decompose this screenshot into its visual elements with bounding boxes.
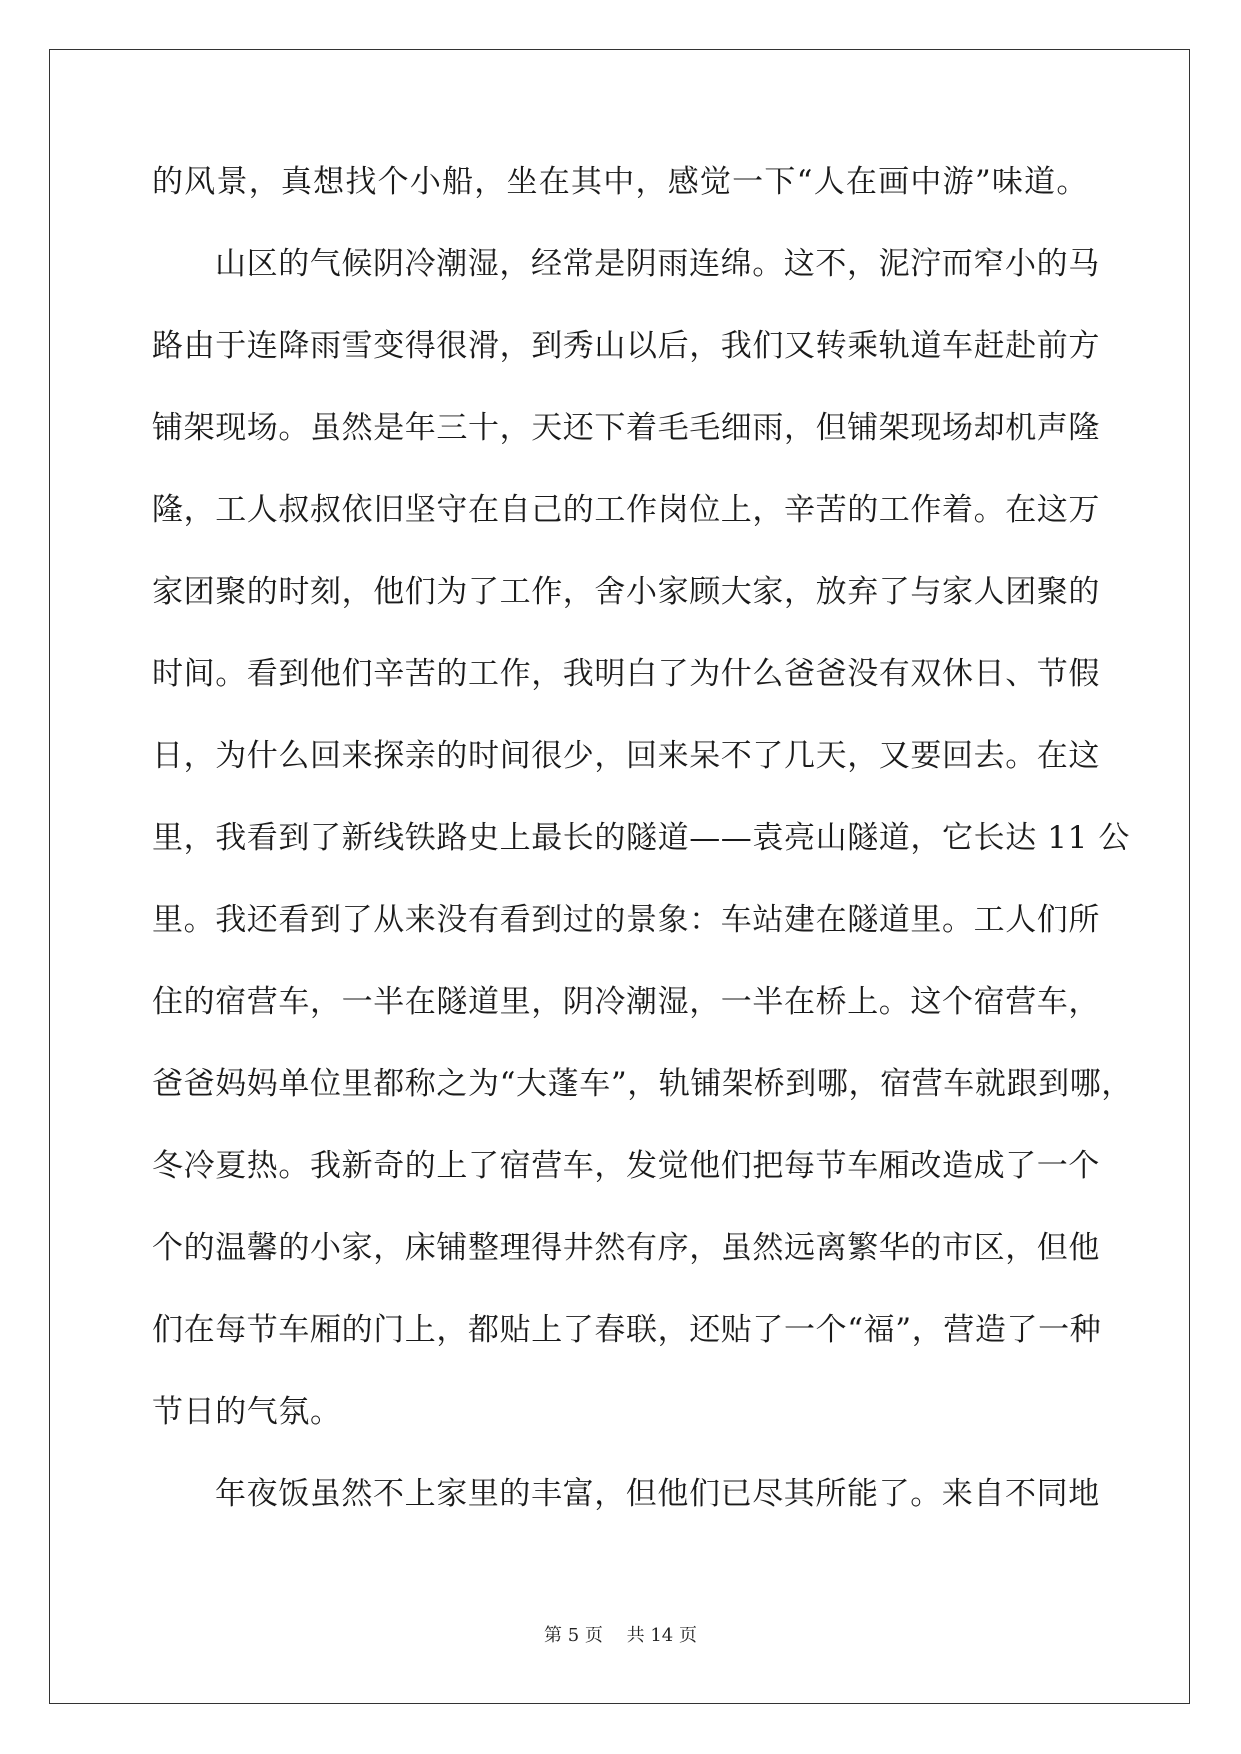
paragraph-end-line: 节日的气氛。 xyxy=(152,1394,342,1430)
text-line: 住的宿营车，一半在隧道里，阴冷潮湿，一半在桥上。这个宿营车， xyxy=(152,984,1100,1020)
text-line: 的风景，真想找个小船，坐在其中，感觉一下“人在画中游”味道。 xyxy=(152,164,1088,200)
text-line: 路由于连降雨雪变得很滑，到秀山以后，我们又转乘轨道车赶赴前方 xyxy=(152,328,1100,364)
text-line: 里。我还看到了从来没有看到过的景象：车站建在隧道里。工人们所 xyxy=(152,902,1100,938)
text-line: 冬冷夏热。我新奇的上了宿营车，发觉他们把每节车厢改造成了一个 xyxy=(152,1148,1100,1184)
text-line: 爸爸妈妈单位里都称之为“大蓬车”，轨铺架桥到哪，宿营车就跟到哪， xyxy=(152,1066,1133,1102)
text-line: 铺架现场。虽然是年三十，天还下着毛毛细雨，但铺架现场却机声隆 xyxy=(152,410,1100,446)
paragraph-start-line: 年夜饭虽然不上家里的丰富，但他们已尽其所能了。来自不同地 xyxy=(215,1476,1100,1512)
page-number-footer: 第 5 页 共 14 页 xyxy=(544,1625,697,1646)
text-line: 日，为什么回来探亲的时间很少，回来呆不了几天，又要回去。在这 xyxy=(152,738,1100,774)
paragraph-start-line: 山区的气候阴冷潮湿，经常是阴雨连绵。这不，泥泞而窄小的马 xyxy=(215,246,1100,282)
text-line: 隆，工人叔叔依旧坚守在自己的工作岗位上，辛苦的工作着。在这万 xyxy=(152,492,1100,528)
text-line: 们在每节车厢的门上，都贴上了春联，还贴了一个“福”，营造了一种 xyxy=(152,1312,1102,1348)
text-line: 时间。看到他们辛苦的工作，我明白了为什么爸爸没有双休日、节假 xyxy=(152,656,1100,692)
text-line: 个的温馨的小家，床铺整理得井然有序，虽然远离繁华的市区，但他 xyxy=(152,1230,1100,1266)
text-line: 里，我看到了新线铁路史上最长的隧道——袁亮山隧道，它长达 11 公 xyxy=(152,820,1130,856)
text-line: 家团聚的时刻，他们为了工作，舍小家顾大家，放弃了与家人团聚的 xyxy=(152,574,1100,610)
document-body xyxy=(152,162,1133,1556)
